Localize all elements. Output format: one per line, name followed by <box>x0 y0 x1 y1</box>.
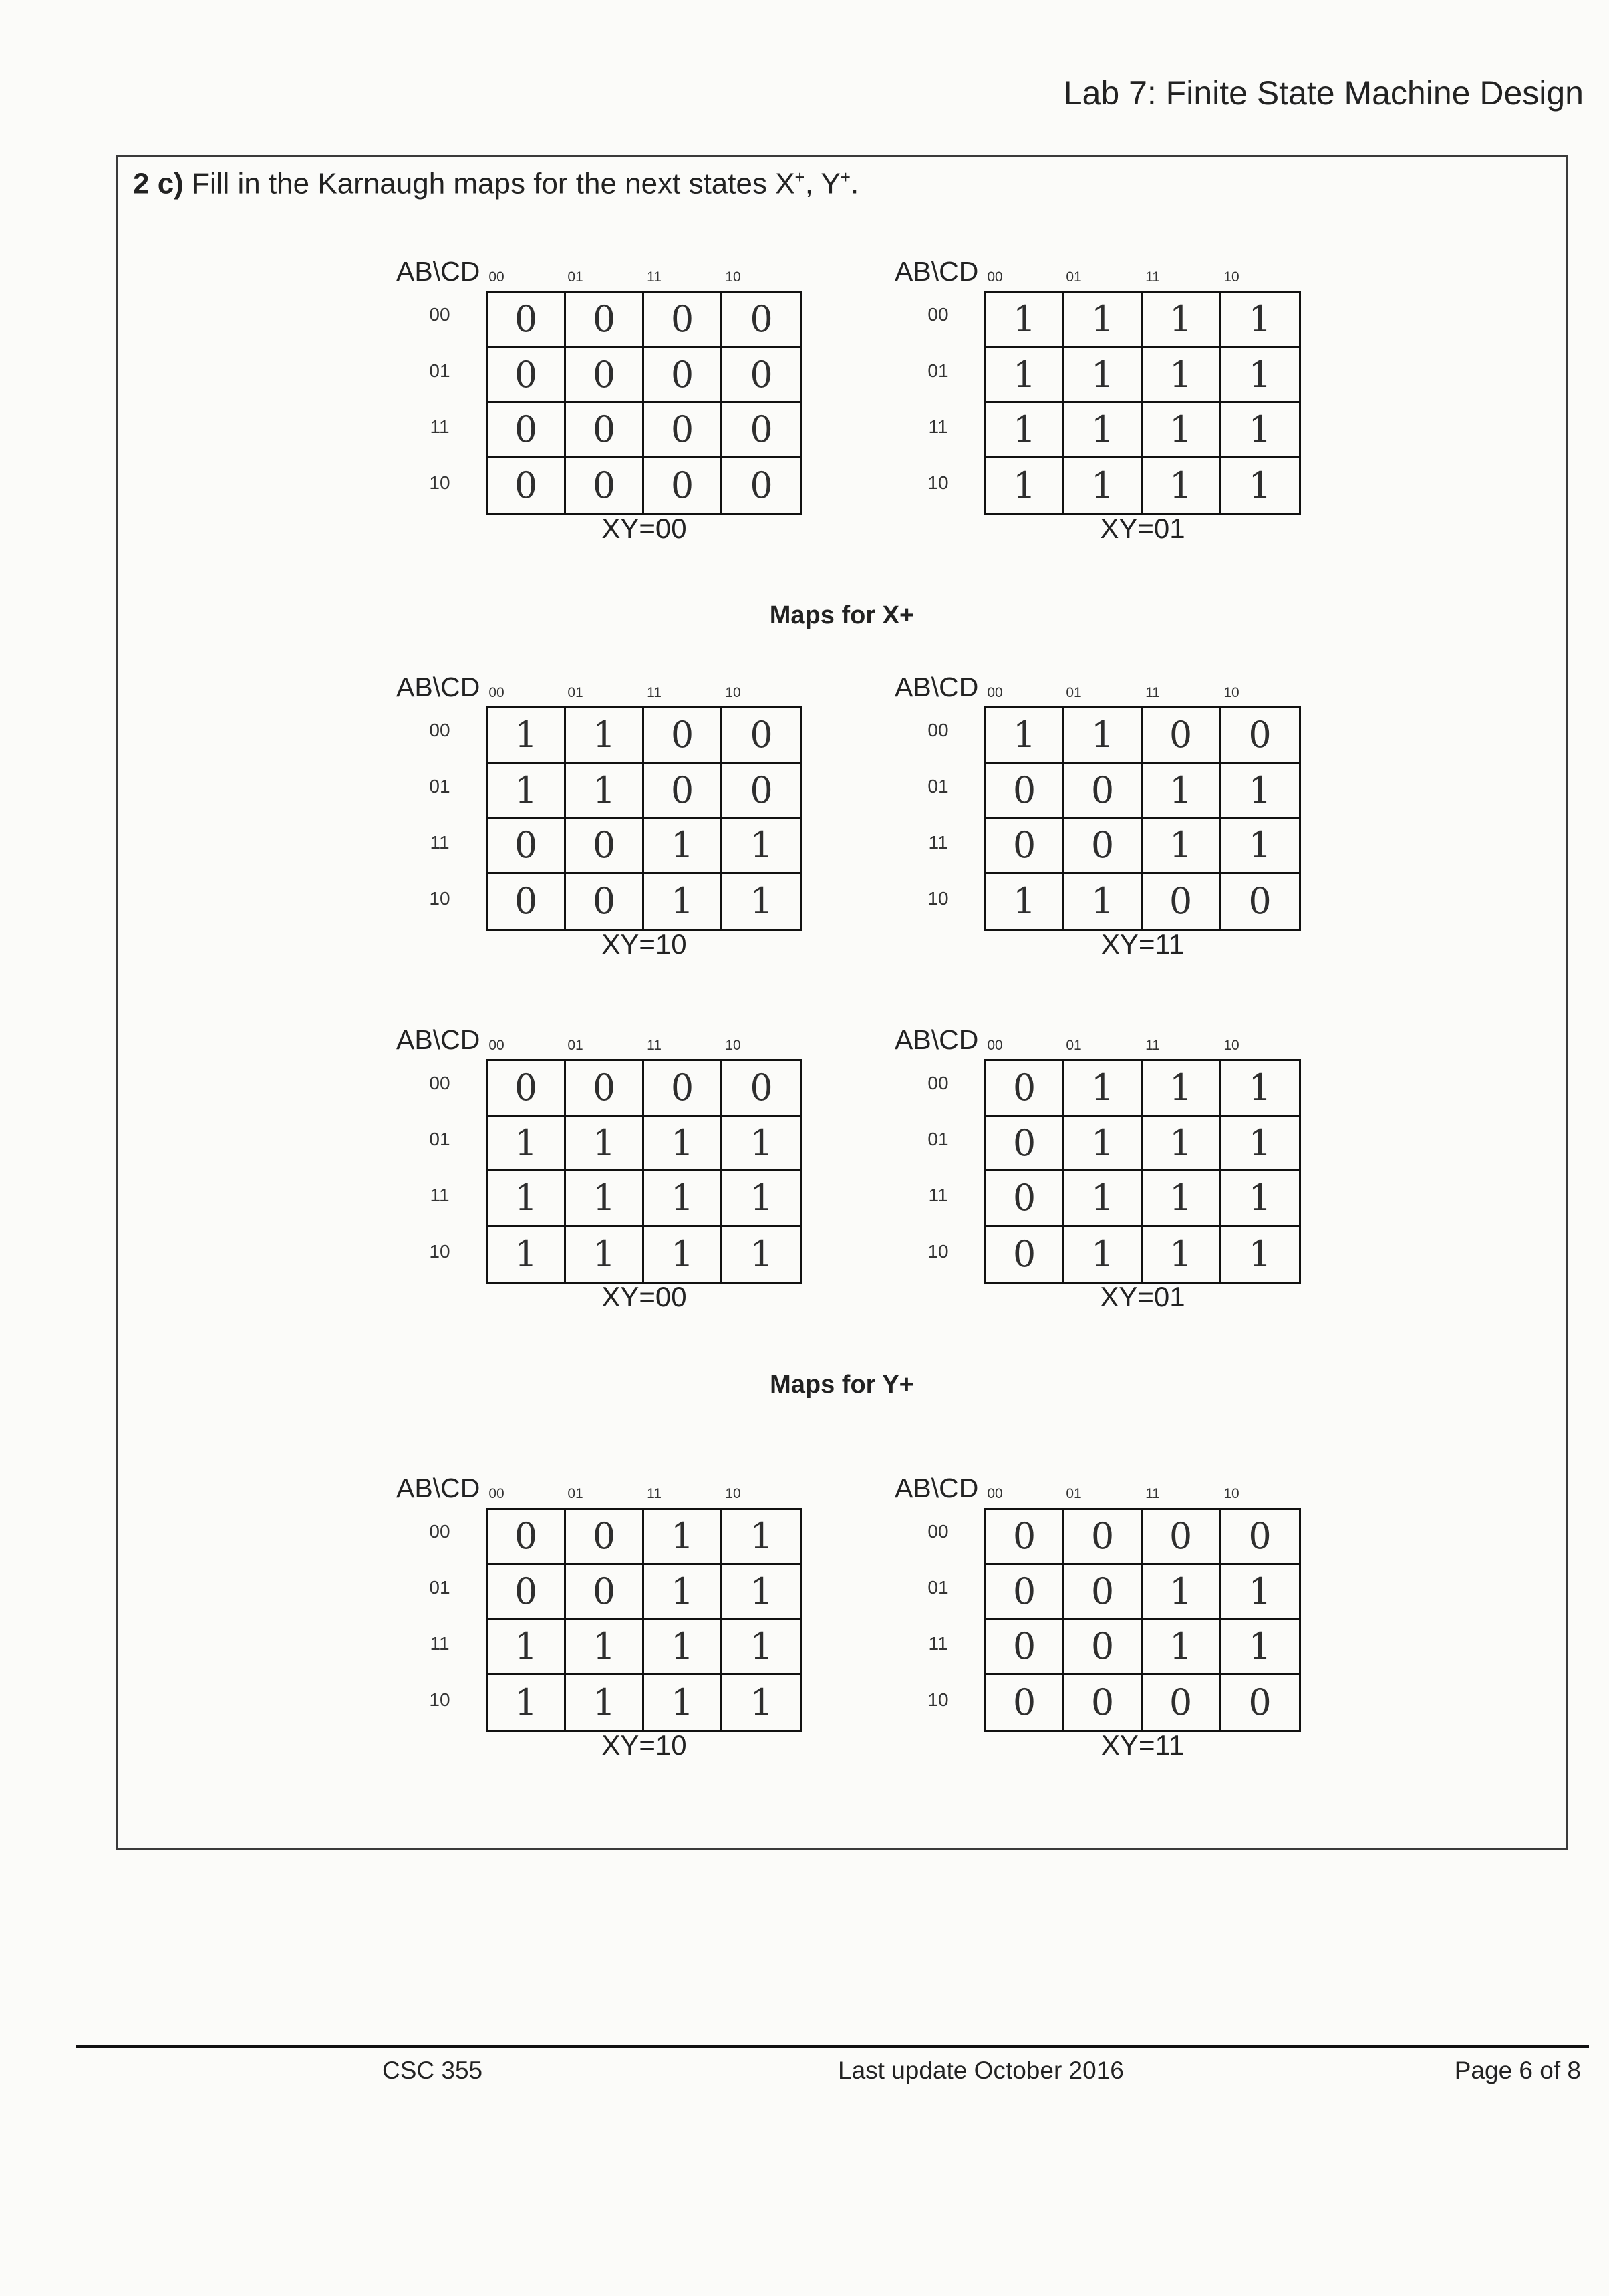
kmap-grid <box>486 1059 802 1284</box>
kmap-cell: 1 <box>1064 1171 1143 1227</box>
kmap-cell: 1 <box>1248 1233 1272 1276</box>
kmap-cell: 0 <box>986 1565 1064 1620</box>
kmap-cell: 1 <box>1143 293 1221 348</box>
kmap-cell: 0 <box>566 458 644 514</box>
kmap-col-label: 11 <box>647 269 662 285</box>
kmap-col-label: 11 <box>647 685 662 700</box>
kmap-row-label: 00 <box>927 720 949 740</box>
kmap-y-xy01 <box>895 1023 1389 1312</box>
kmap-cell: 0 <box>644 293 722 348</box>
kmap-cell: 1 <box>1143 1620 1221 1675</box>
kmap-cell: 1 <box>644 1171 722 1227</box>
kmap-col-label: 11 <box>647 1486 662 1501</box>
kmap-col-label: 01 <box>567 685 583 700</box>
kmap-col-label: 11 <box>1145 1486 1160 1501</box>
kmap-row-label: 01 <box>927 360 949 381</box>
kmap-cell: 1 <box>722 1117 800 1172</box>
kmap-cell: 1 <box>750 880 773 923</box>
kmap-cell: 0 <box>644 348 722 404</box>
kmap-corner-label: AB\CD <box>895 1024 979 1055</box>
kmap-cell: 0 <box>488 293 566 348</box>
kmap-cell: 0 <box>986 1675 1064 1731</box>
kmap-row-label: 00 <box>429 1521 450 1542</box>
kmap-col-label: 10 <box>1223 1486 1239 1501</box>
kmap-cell: 1 <box>1221 1061 1299 1117</box>
kmap-cell: 0 <box>1064 1510 1143 1565</box>
kmap-cell: 0 <box>986 1171 1064 1227</box>
kmap-row-label: 00 <box>927 1072 949 1093</box>
kmap-cell: 1 <box>644 1227 722 1282</box>
kmap-row-label: 11 <box>928 416 948 437</box>
kmap-corner-label: AB\CD <box>396 1024 480 1055</box>
kmap-cell: 0 <box>986 819 1064 874</box>
kmap-row-label: 11 <box>928 1185 948 1205</box>
kmap-cell: 0 <box>566 403 644 458</box>
kmap-row-label: 11 <box>928 1633 948 1654</box>
kmap-row-label: 10 <box>927 472 949 493</box>
kmap-cell: 1 <box>644 874 722 929</box>
kmap-col-label: 11 <box>1145 1038 1160 1053</box>
kmap-cell: 1 <box>644 1510 722 1565</box>
kmap-cell: 1 <box>1221 1171 1299 1227</box>
kmap-cell: 1 <box>1221 1620 1299 1675</box>
kmap-row-label: 10 <box>429 472 450 493</box>
kmap-grid <box>984 1059 1301 1284</box>
kmap-cell: 1 <box>722 1171 800 1227</box>
kmap-row-label: 00 <box>429 720 450 740</box>
kmap-cell: 1 <box>644 1117 722 1172</box>
kmap-cell: 0 <box>986 764 1064 819</box>
kmap-cell: 0 <box>488 1061 566 1117</box>
kmap-cell: 0 <box>1248 880 1272 923</box>
kmap-cell: 1 <box>986 403 1064 458</box>
kmap-cell: 1 <box>986 293 1064 348</box>
kmap-cell: 1 <box>1064 458 1143 514</box>
kmap-cell: 1 <box>1143 1117 1221 1172</box>
kmap-x-xy00 <box>396 255 891 544</box>
kmap-row-label: 01 <box>429 1129 450 1149</box>
kmap-corner-label: AB\CD <box>396 256 480 287</box>
kmap-cell: 0 <box>488 458 566 514</box>
kmap-x-xy11 <box>895 670 1389 960</box>
kmap-cell: 1 <box>1221 1565 1299 1620</box>
kmap-cell: 0 <box>566 1061 644 1117</box>
kmap-col-label: 00 <box>987 1486 1003 1501</box>
kmap-xy-label: XY=11 <box>1101 928 1185 960</box>
kmap-cell: 0 <box>488 1510 566 1565</box>
kmap-cell: 1 <box>644 1675 722 1731</box>
kmap-cell: 1 <box>1143 1171 1221 1227</box>
kmap-grid <box>486 1508 802 1732</box>
kmap-xy-label: XY=00 <box>601 513 687 544</box>
kmap-row-label: 00 <box>429 304 450 325</box>
kmap-cell: 0 <box>1221 1510 1299 1565</box>
kmap-cell: 1 <box>488 1227 566 1282</box>
kmap-cell: 0 <box>566 874 644 929</box>
kmap-cell: 0 <box>644 403 722 458</box>
kmap-col-label: 10 <box>1223 269 1239 285</box>
kmap-cell: 1 <box>566 708 644 764</box>
kmap-xy-label: XY=10 <box>601 928 687 960</box>
kmap-row-label: 11 <box>430 832 450 853</box>
kmap-cell: 1 <box>488 764 566 819</box>
kmap-cell: 0 <box>644 764 722 819</box>
kmap-row-label: 10 <box>927 888 949 909</box>
kmap-cell: 0 <box>750 464 773 507</box>
kmap-row-label: 00 <box>927 304 949 325</box>
kmap-cell: 1 <box>1064 874 1143 929</box>
kmap-cell: 1 <box>566 1171 644 1227</box>
kmap-cell: 0 <box>488 819 566 874</box>
kmap-y-xy11 <box>895 1471 1389 1761</box>
kmap-cell: 0 <box>644 458 722 514</box>
kmap-col-label: 10 <box>725 685 741 700</box>
kmap-cell: 1 <box>1221 764 1299 819</box>
kmap-cell: 0 <box>722 708 800 764</box>
kmap-col-label: 00 <box>488 685 504 700</box>
kmap-col-label: 00 <box>488 269 504 285</box>
kmap-grid <box>984 706 1301 931</box>
kmap-cell: 1 <box>488 1117 566 1172</box>
kmap-cell: 1 <box>1064 1227 1143 1282</box>
kmap-row-label: 10 <box>927 1241 949 1262</box>
kmap-col-label: 01 <box>1066 269 1082 285</box>
kmap-cell: 1 <box>986 348 1064 404</box>
kmap-cell: 0 <box>1143 1510 1221 1565</box>
kmap-cell: 1 <box>1248 464 1272 507</box>
kmap-cell: 1 <box>644 1565 722 1620</box>
kmap-row-label: 11 <box>928 832 948 853</box>
kmap-row-label: 10 <box>429 1241 450 1262</box>
kmap-cell: 0 <box>1064 1565 1143 1620</box>
kmap-row-label: 00 <box>927 1521 949 1542</box>
kmap-cell: 0 <box>986 1620 1064 1675</box>
kmap-cell: 1 <box>1064 1117 1143 1172</box>
kmap-cell: 1 <box>566 764 644 819</box>
kmap-cell: 0 <box>722 348 800 404</box>
kmap-col-label: 11 <box>1145 685 1160 700</box>
footer-updated: Last update October 2016 <box>838 2057 1124 2084</box>
kmap-x-xy01 <box>895 255 1389 544</box>
kmap-cell: 0 <box>488 1565 566 1620</box>
kmap-row-label: 01 <box>927 776 949 797</box>
kmap-cell: 1 <box>1221 1117 1299 1172</box>
kmap-col-label: 01 <box>1066 1038 1082 1053</box>
kmap-row-label: 01 <box>429 776 450 797</box>
kmap-cell: 1 <box>722 1620 800 1675</box>
kmap-corner-label: AB\CD <box>895 1473 979 1503</box>
kmap-col-label: 10 <box>1223 1038 1239 1053</box>
kmap-cell: 1 <box>750 1681 773 1724</box>
kmap-cell: 0 <box>1221 708 1299 764</box>
question-number: 2 c) <box>133 167 184 200</box>
kmap-cell: 0 <box>566 1510 644 1565</box>
kmap-cell: 0 <box>1064 1620 1143 1675</box>
kmap-cell: 0 <box>488 403 566 458</box>
kmap-grid <box>984 1508 1301 1732</box>
kmap-cell: 1 <box>1143 819 1221 874</box>
kmap-cell: 0 <box>1143 874 1221 929</box>
kmap-xy-label: XY=01 <box>1100 513 1185 544</box>
kmap-cell: 1 <box>1143 1565 1221 1620</box>
kmap-cell: 1 <box>722 819 800 874</box>
kmap-cell: 0 <box>986 1227 1064 1282</box>
kmap-cell: 0 <box>566 348 644 404</box>
kmap-col-label: 00 <box>987 1038 1003 1053</box>
kmap-row-label: 01 <box>429 1577 450 1598</box>
kmap-row-label: 11 <box>430 1633 450 1654</box>
kmap-corner-label: AB\CD <box>396 1473 480 1503</box>
kmap-corner-label: AB\CD <box>895 256 979 287</box>
kmap-col-label: 11 <box>647 1038 662 1053</box>
kmap-row-label: 10 <box>429 1689 450 1710</box>
kmap-cell: 0 <box>566 293 644 348</box>
kmap-cell: 0 <box>644 1061 722 1117</box>
kmap-cell: 0 <box>722 1061 800 1117</box>
kmap-cell: 1 <box>1143 403 1221 458</box>
kmap-col-label: 10 <box>1223 685 1239 700</box>
kmap-x-xy10 <box>396 670 891 960</box>
kmap-cell: 1 <box>644 819 722 874</box>
kmap-cell: 1 <box>1221 293 1299 348</box>
kmap-cell: 1 <box>1143 1061 1221 1117</box>
section-title-y: Maps for Y+ <box>770 1371 914 1399</box>
kmap-cell: 0 <box>722 403 800 458</box>
kmap-col-label: 10 <box>725 1486 741 1501</box>
kmap-cell: 1 <box>1064 708 1143 764</box>
kmap-cell: 0 <box>1064 819 1143 874</box>
kmap-col-label: 00 <box>488 1038 504 1053</box>
kmap-cell: 1 <box>566 1675 644 1731</box>
kmap-cell: 0 <box>722 293 800 348</box>
kmap-col-label: 00 <box>987 269 1003 285</box>
kmap-cell: 1 <box>1221 348 1299 404</box>
kmap-cell: 0 <box>1248 1681 1272 1724</box>
kmap-cell: 1 <box>1143 764 1221 819</box>
kmap-col-label: 01 <box>1066 1486 1082 1501</box>
kmap-row-label: 10 <box>927 1689 949 1710</box>
kmap-grid <box>486 706 802 931</box>
kmap-y-xy00 <box>396 1023 891 1312</box>
question-text: 2 c) Fill in the Karnaugh maps for the next states X+, Y+. <box>133 167 859 200</box>
kmap-col-label: 00 <box>987 685 1003 700</box>
kmap-cell: 0 <box>1143 708 1221 764</box>
kmap-cell: 0 <box>1143 1675 1221 1731</box>
kmap-cell: 1 <box>1064 403 1143 458</box>
footer-page-number: Page 6 of 8 <box>1454 2057 1581 2084</box>
kmap-y-xy10 <box>396 1471 891 1761</box>
kmap-xy-label: XY=01 <box>1100 1281 1185 1312</box>
kmap-cell: 1 <box>986 458 1064 514</box>
kmap-grid <box>984 291 1301 515</box>
kmap-cell: 1 <box>488 708 566 764</box>
kmap-cell: 0 <box>1064 1675 1143 1731</box>
kmap-row-label: 10 <box>429 888 450 909</box>
kmap-cell: 1 <box>722 1510 800 1565</box>
kmap-cell: 1 <box>488 1675 566 1731</box>
kmap-corner-label: AB\CD <box>895 672 979 702</box>
kmap-cell: 1 <box>1143 348 1221 404</box>
kmap-cell: 1 <box>1064 1061 1143 1117</box>
kmap-row-label: 11 <box>430 416 450 437</box>
kmap-row-label: 01 <box>927 1129 949 1149</box>
kmap-col-label: 10 <box>725 269 741 285</box>
kmap-col-label: 10 <box>725 1038 741 1053</box>
kmap-cell: 1 <box>566 1227 644 1282</box>
kmap-cell: 1 <box>986 708 1064 764</box>
kmap-cell: 0 <box>722 764 800 819</box>
kmap-col-label: 01 <box>567 1486 583 1501</box>
kmap-xy-label: XY=11 <box>1101 1729 1185 1761</box>
kmap-cell: 0 <box>986 1510 1064 1565</box>
kmap-col-label: 00 <box>488 1486 504 1501</box>
kmap-cell: 0 <box>986 1061 1064 1117</box>
kmap-cell: 1 <box>986 874 1064 929</box>
kmap-cell: 0 <box>986 1117 1064 1172</box>
footer-course: CSC 355 <box>382 2057 483 2084</box>
kmap-row-label: 00 <box>429 1072 450 1093</box>
kmap-row-label: 01 <box>429 360 450 381</box>
kmap-col-label: 01 <box>1066 685 1082 700</box>
kmap-cell: 1 <box>488 1171 566 1227</box>
kmap-cell: 1 <box>722 1565 800 1620</box>
kmap-grid <box>486 291 802 515</box>
kmap-xy-label: XY=10 <box>601 1729 687 1761</box>
kmap-col-label: 01 <box>567 1038 583 1053</box>
kmap-cell: 1 <box>1221 403 1299 458</box>
kmap-xy-label: XY=00 <box>601 1281 687 1312</box>
kmap-cell: 1 <box>1064 293 1143 348</box>
kmap-cell: 1 <box>1064 348 1143 404</box>
kmap-cell: 1 <box>750 1233 773 1276</box>
lab-title: Lab 7: Finite State Machine Design <box>1063 74 1584 112</box>
kmap-cell: 0 <box>488 874 566 929</box>
kmap-cell: 1 <box>566 1117 644 1172</box>
kmap-cell: 1 <box>1143 1227 1221 1282</box>
question-box <box>116 155 1568 1850</box>
section-title-x: Maps for X+ <box>769 601 915 629</box>
kmap-cell: 0 <box>644 708 722 764</box>
kmap-cell: 0 <box>488 348 566 404</box>
kmap-row-label: 11 <box>430 1185 450 1205</box>
kmap-cell: 0 <box>566 1565 644 1620</box>
kmap-corner-label: AB\CD <box>396 672 480 702</box>
kmap-cell: 0 <box>566 819 644 874</box>
kmap-cell: 1 <box>1221 819 1299 874</box>
kmap-row-label: 01 <box>927 1577 949 1598</box>
kmap-cell: 1 <box>566 1620 644 1675</box>
kmap-cell: 1 <box>1143 458 1221 514</box>
kmap-cell: 1 <box>644 1620 722 1675</box>
kmap-cell: 0 <box>1064 764 1143 819</box>
footer-divider <box>76 2045 1589 2048</box>
kmap-cell: 1 <box>488 1620 566 1675</box>
kmap-col-label: 01 <box>567 269 583 285</box>
kmap-col-label: 11 <box>1145 269 1160 285</box>
